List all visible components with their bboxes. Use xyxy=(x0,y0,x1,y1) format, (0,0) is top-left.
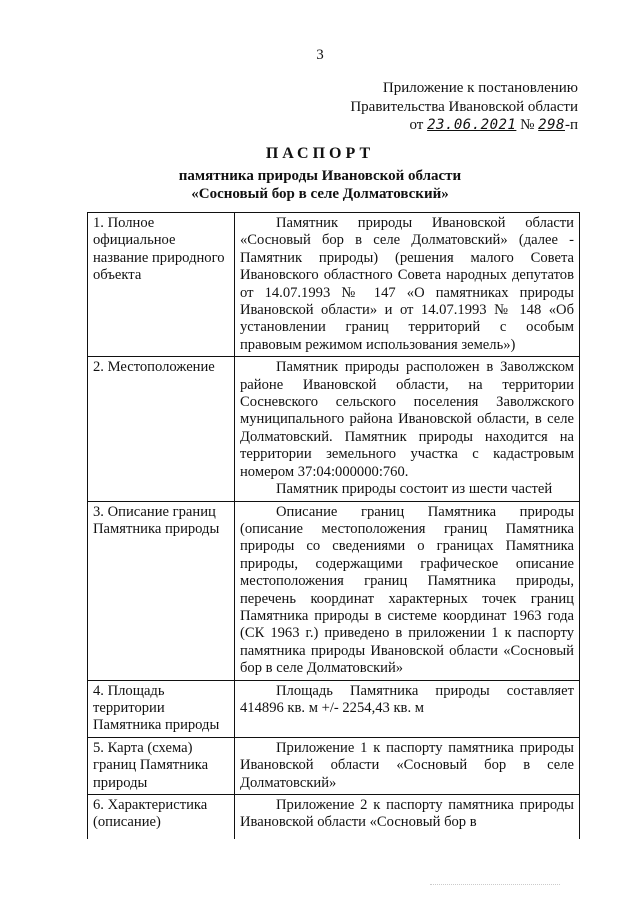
row-paragraph: Памятник природы Ивановской области «Сосновый бор в селе Долматовский» (далее - Памятник природы) (решения малого Совета Ивановского областного Совета народных депутатов от 14.07.1993 № 147 «О памятниках природы Ивановской области» и от 14.07.1993 № 148 «Об установлении границ территорий с особым правовым режимом использования земель») xyxy=(240,215,574,353)
passport-table xyxy=(87,212,580,839)
row-content xyxy=(235,737,580,794)
row-content xyxy=(235,213,580,357)
table-row xyxy=(88,357,580,501)
appendix-line-1: Приложение к постановлению xyxy=(382,80,578,96)
title-subject: памятника природы Ивановской области xyxy=(178,168,462,184)
title-object-name: «Сосновый бор в селе Долматовский» xyxy=(191,186,449,202)
row-paragraph: Памятник природы расположен в Заволжском районе Ивановской области, на территории Сосневского сельского поселения Заволжского муниципального района Ивановской области, в селе Долматовский. Памятник природы находится на территории земельного участка с кадастровым номером 37:04:000000:760. xyxy=(240,359,574,480)
table-row xyxy=(88,795,580,840)
row-content xyxy=(235,795,580,840)
handwritten-number: 298 xyxy=(538,117,565,133)
row-content xyxy=(235,357,580,501)
row-paragraph: Приложение 1 к паспорту памятника природы Ивановской области «Сосновый бор в селе Долматовский» xyxy=(240,739,574,791)
row-content xyxy=(235,501,580,680)
row-paragraph: Приложение 2 к паспорту памятника природы Ивановской области «Сосновый бор в xyxy=(240,797,574,831)
appendix-date-line xyxy=(350,116,578,135)
table-row xyxy=(88,680,580,737)
number-suffix: -п xyxy=(564,117,578,133)
row-paragraph: Площадь Памятника природы составляет 414896 кв. м +/- 2254,43 кв. м xyxy=(240,682,574,716)
row-paragraph: Описание границ Памятника природы (описание местоположения границ Памятника природы со сведениями о границах Памятника природы, содержащими графическое описание местоположения границ Памятника природы, перечень координат характерных точек границ Памятника природы в системе координат 1963 года (СК 1963 г.) приведено в приложении 1 к паспорту памятника природы Ивановской области «Сосновый бор в селе Долматовский» xyxy=(240,503,574,677)
page-number: 3 xyxy=(316,47,324,63)
title-passport: ПАСПОРТ xyxy=(265,145,375,162)
document-title xyxy=(0,145,640,203)
table-row xyxy=(88,213,580,357)
number-prefix: № xyxy=(520,117,535,133)
row-content xyxy=(235,680,580,737)
row-label: 3. Описание границ Памятника природы xyxy=(88,501,235,680)
row-label: 5. Карта (схема) границ Памятника природы xyxy=(88,737,235,794)
table-row xyxy=(88,501,580,680)
appendix-header xyxy=(350,79,578,135)
table-row xyxy=(88,737,580,794)
handwritten-date: 23.06.2021 xyxy=(427,117,517,133)
scan-artifact xyxy=(430,884,560,887)
row-label: 6. Характеристика (описание) xyxy=(88,795,235,840)
row-label: 2. Местоположение xyxy=(88,357,235,501)
row-label: 1. Полное официальное название природного объекта xyxy=(88,213,235,357)
row-paragraph: Памятник природы состоит из шести частей xyxy=(276,481,553,498)
row-label: 4. Площадь территории Памятника природы xyxy=(88,680,235,737)
date-prefix: от xyxy=(409,117,424,133)
appendix-line-2: Правительства Ивановской области xyxy=(350,98,578,115)
